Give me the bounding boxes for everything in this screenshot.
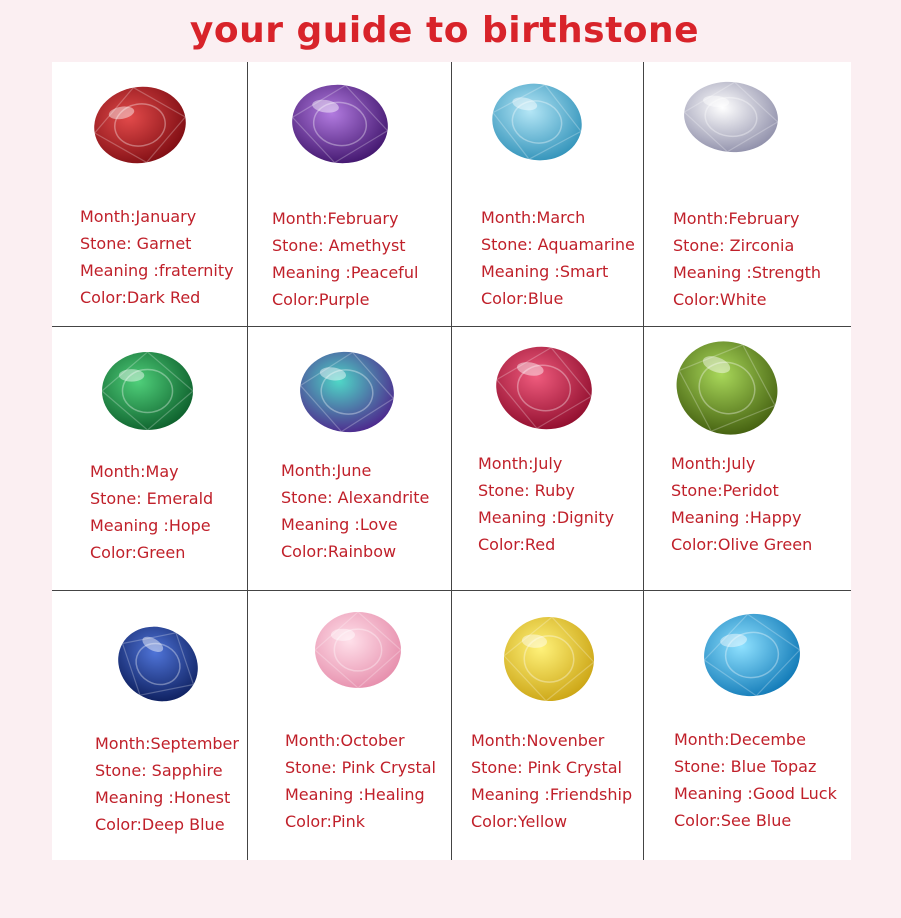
stone-meaning: Meaning :Peaceful — [272, 263, 419, 282]
stone-info — [671, 450, 812, 558]
stone-name: Stone: Blue Topaz — [674, 757, 817, 776]
stone-meaning: Meaning :Strength — [673, 263, 822, 282]
stone-month: Month:July — [478, 454, 563, 473]
gem-image — [490, 82, 584, 162]
gem-image — [702, 612, 802, 698]
gem-image — [674, 340, 780, 436]
stone-month: Month:July — [671, 454, 756, 473]
stone-meaning: Meaning :Dignity — [478, 508, 615, 527]
stone-color: Color:Pink — [285, 812, 366, 831]
grid-divider — [52, 590, 851, 591]
stone-meaning: Meaning :Happy — [671, 508, 802, 527]
stone-info — [281, 457, 429, 565]
stone-month: Month:June — [281, 461, 372, 480]
grid-divider — [451, 62, 452, 860]
stone-color: Color:Purple — [272, 290, 370, 309]
gem-image — [313, 610, 403, 690]
stone-meaning: Meaning :Healing — [285, 785, 425, 804]
stone-name: Stone: Emerald — [90, 489, 214, 508]
stone-info — [285, 727, 436, 835]
stone-name: Stone: Garnet — [80, 234, 192, 253]
stone-name: Stone: Sapphire — [95, 761, 223, 780]
stone-month: Month:September — [95, 734, 239, 753]
stone-name: Stone: Ruby — [478, 481, 575, 500]
stone-meaning: Meaning :Love — [281, 515, 398, 534]
grid-divider — [52, 326, 851, 327]
gem-image — [290, 83, 390, 165]
stone-name: Stone: Aquamarine — [481, 235, 635, 254]
stone-meaning: Meaning :Hope — [90, 516, 211, 535]
stone-meaning: Meaning :Good Luck — [674, 784, 837, 803]
gem-image — [682, 80, 780, 154]
gem-image — [100, 350, 195, 432]
stone-name: Stone:Peridot — [671, 481, 779, 500]
gem-image — [92, 85, 188, 165]
stone-info — [95, 730, 239, 838]
stone-name: Stone: Amethyst — [272, 236, 406, 255]
stone-meaning: Meaning :Smart — [481, 262, 609, 281]
stone-month: Month:October — [285, 731, 405, 750]
gem-image — [494, 345, 594, 431]
stone-color: Color:Green — [90, 543, 186, 562]
stone-meaning: Meaning :Honest — [95, 788, 231, 807]
page-title: your guide to birthstone — [189, 10, 700, 51]
stone-month: Month:May — [90, 462, 179, 481]
stone-color: Color:Rainbow — [281, 542, 397, 561]
gem-image — [115, 626, 201, 702]
stone-color: Color:Olive Green — [671, 535, 813, 554]
stone-month: Month:Novenber — [471, 731, 605, 750]
grid-divider — [643, 62, 644, 860]
stone-meaning: Meaning :Friendship — [471, 785, 633, 804]
stone-color: Color:Blue — [481, 289, 564, 308]
gem-image — [298, 350, 396, 434]
stone-month: Month:Decembe — [674, 730, 806, 749]
stone-info — [272, 205, 418, 313]
stone-color: Color:Dark Red — [80, 288, 201, 307]
stone-color: Color:See Blue — [674, 811, 792, 830]
stone-info — [481, 204, 635, 312]
stone-name: Stone: Pink Crystal — [471, 758, 622, 777]
gem-image — [502, 615, 596, 703]
stone-info — [673, 205, 821, 313]
stone-info — [478, 450, 614, 558]
stone-color: Color:Yellow — [471, 812, 568, 831]
stone-color: Color:Deep Blue — [95, 815, 225, 834]
stone-name: Stone: Zirconia — [673, 236, 795, 255]
stone-color: Color:Red — [478, 535, 556, 554]
stone-info — [80, 203, 234, 311]
stone-month: Month:February — [673, 209, 800, 228]
stone-color: Color:White — [673, 290, 767, 309]
stone-info — [471, 727, 632, 835]
stone-meaning: Meaning :fraternity — [80, 261, 234, 280]
stone-info — [674, 726, 837, 834]
stone-month: Month:February — [272, 209, 399, 228]
stone-name: Stone: Pink Crystal — [285, 758, 436, 777]
stone-month: Month:January — [80, 207, 197, 226]
grid-divider — [247, 62, 248, 860]
stone-info — [90, 458, 213, 566]
stone-month: Month:March — [481, 208, 586, 227]
stone-name: Stone: Alexandrite — [281, 488, 430, 507]
